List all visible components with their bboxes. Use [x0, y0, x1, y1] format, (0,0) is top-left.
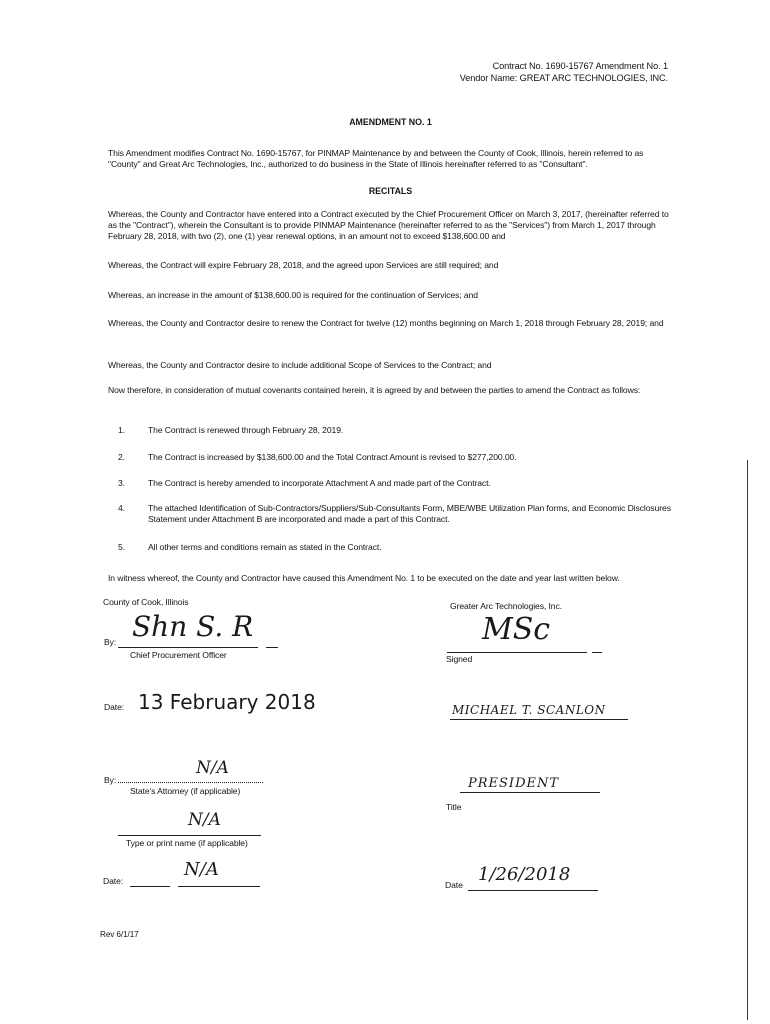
amendment-item: The Contract is renewed through February 28, 2019. [148, 425, 344, 435]
vendor-signature: MSc [482, 612, 551, 647]
vendor-date-value: 1/26/2018 [478, 864, 571, 885]
signature-line [118, 647, 258, 648]
item-number: 4. [118, 503, 125, 513]
document-title: AMENDMENT NO. 1 [349, 117, 432, 127]
signature-line [592, 652, 602, 653]
title-line [460, 792, 600, 793]
amendment-item: The attached Identification of Sub-Contractors/Suppliers/Sub-Consultants Form, MBE/WBE Utilization Plan forms, and Economic Disclosures Statement under Attachment B are incorporated and made a part of this Contract. [148, 503, 671, 524]
print-name-line [118, 835, 261, 836]
recital-paragraph: Now therefore, in consideration of mutual covenants contained herein, it is agreed by and between the parties to amend the Contract as follows: [108, 385, 641, 395]
signature-line [118, 782, 263, 783]
signed-label: Signed [446, 654, 473, 664]
county-signature: Shn S. R [132, 610, 254, 643]
print-name-label: Type or print name (if applicable) [126, 838, 248, 848]
item-number: 5. [118, 542, 125, 552]
intro-paragraph: This Amendment modifies Contract No. 1690-15767, for PINMAP Maintenance by and between the County of Cook, Illinois, herein referred to as "County" and Great Arc Technologies, Inc., authorized to do business in the State of Illinois hereinafter referred to as "Consultant". [108, 148, 644, 169]
signer-title-label: Chief Procurement Officer [130, 650, 227, 660]
item-number: 3. [118, 478, 125, 488]
name-line [450, 719, 628, 720]
by-label: By: [104, 775, 117, 785]
witness-statement: In witness whereof, the County and Contractor have caused this Amendment No. 1 to be executed on the date and year last written below. [108, 573, 620, 583]
date-label: Date [445, 880, 463, 890]
county-party-name: County of Cook, Illinois [103, 597, 189, 607]
item-number: 1. [118, 425, 125, 435]
date-label: Date: [104, 702, 125, 712]
recital-paragraph: Whereas, the County and Contractor have entered into a Contract executed by the Chief Procurement Officer on March 3, 2017, (hereinafter referred to as the "Contract"), wherein the Consultant is to provide PINMAP Maintenance (hereinafter referred to as the "Services") from March 1, 2017 through February 28, 2018, with two (2), one (1) year renewal options, in an amount not to exceed $138,600.00 and [108, 209, 669, 241]
title-label: Title [446, 802, 462, 812]
date-line [130, 886, 170, 887]
item-number: 2. [118, 452, 125, 462]
by-label: By: [104, 637, 117, 647]
amendment-item: All other terms and conditions remain as stated in the Contract. [148, 542, 382, 552]
scan-edge-line [747, 460, 748, 1020]
revision-footer: Rev 6/1/17 [100, 930, 139, 939]
vendor-party-name: Greater Arc Technologies, Inc. [450, 601, 562, 611]
county-date2-value: N/A [184, 859, 219, 880]
attorney-value: N/A [196, 758, 229, 778]
amendment-item: The Contract is hereby amended to incorporate Attachment A and made part of the Contract. [148, 478, 491, 488]
print-name-value: N/A [188, 810, 221, 830]
date-label: Date: [103, 876, 124, 886]
signature-line [266, 647, 278, 648]
recital-paragraph: Whereas, the County and Contractor desire to include additional Scope of Services to the Contract; and [108, 360, 492, 370]
date-line [468, 890, 598, 891]
attorney-label: State's Attorney (if applicable) [130, 786, 241, 796]
recital-paragraph: Whereas, the Contract will expire February 28, 2018, and the agreed upon Services are still required; and [108, 260, 499, 270]
vendor-printed-name: MICHAEL T. SCANLON [452, 703, 606, 717]
contract-number-line: Contract No. 1690-15767 Amendment No. 1 [492, 61, 668, 71]
recitals-heading: RECITALS [368, 186, 413, 196]
signature-line [447, 652, 587, 653]
vendor-name-line: Vendor Name: GREAT ARC TECHNOLOGIES, INC. [459, 73, 668, 83]
recital-paragraph: Whereas, an increase in the amount of $138,600.00 is required for the continuation of Services; and [108, 290, 478, 300]
date-line [178, 886, 260, 887]
recital-paragraph: Whereas, the County and Contractor desire to renew the Contract for twelve (12) months beginning on March 1, 2018 through February 28, 2019; and [108, 318, 664, 328]
vendor-title-value: PRESIDENT [468, 776, 560, 791]
county-date-value: 13 February 2018 [138, 690, 316, 714]
amendment-item: The Contract is increased by $138,600.00 and the Total Contract Amount is revised to $277,200.00. [148, 452, 517, 462]
